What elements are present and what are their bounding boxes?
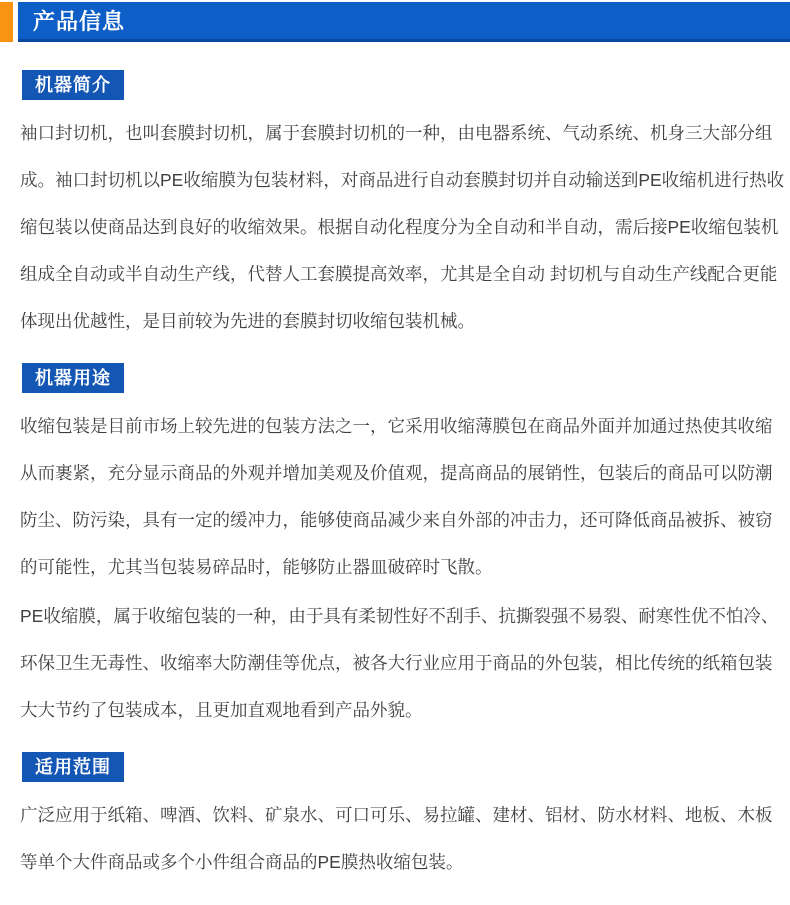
page-title: 产品信息 [33,9,126,34]
paragraph-pe-film [20,593,779,734]
paragraph-shrink-packaging [20,403,773,591]
paragraph-line: 成。袖口封切机以PE收缩膜为包装材料，对商品进行自动套膜封切并自动输送到PE收缩机进行热收 [20,170,785,190]
section-badge-machine-intro: 机器简介 [22,70,124,100]
paragraph-line: PE收缩膜，属于收缩包装的一种，由于具有柔韧性好不刮手、抗撕裂强不易裂、耐寒性优不怕冷、 [20,606,779,626]
paragraph-line: 等单个大件商品或多个小件组合商品的PE膜热收缩包装。 [20,852,464,872]
section-badge-machine-use: 机器用途 [22,363,124,393]
paragraph-line: 体现出优越性，是目前较为先进的套膜封切收缩包装机械。 [20,311,475,331]
paragraph-line: 环保卫生无毒性、收缩率大防潮佳等优点，被各大行业应用于商品的外包装，相比传统的纸箱包装 [20,653,773,673]
header-accent-bar [0,2,13,42]
product-info-content [0,42,790,886]
paragraph-line: 组成全自动或半自动生产线，代替人工套膜提高效率，尤其是全自动 封切机与自动生产线配合更能 [20,264,778,284]
paragraph-line: 的可能性，尤其当包装易碎品时，能够防止器皿破碎时飞散。 [20,557,493,577]
paragraph-line: 缩包装以使商品达到良好的收缩效果。根据自动化程度分为全自动和半自动，需后接PE收缩包装机 [20,217,779,237]
paragraph-line: 从而裹紧，充分显示商品的外观并增加美观及价值观，提高商品的展销性，包装后的商品可以防潮 [20,463,773,483]
paragraph-line: 袖口封切机，也叫套膜封切机，属于套膜封切机的一种，由电器系统、气动系统、机身三大部分组 [20,123,773,143]
paragraph-line: 防尘、防污染，具有一定的缓冲力，能够使商品减少来自外部的冲击力，还可降低商品被拆、被窃 [20,510,773,530]
paragraph-application-scope [20,792,773,886]
paragraph-line: 大大节约了包装成本，且更加直观地看到产品外貌。 [20,700,423,720]
paragraph-line: 收缩包装是目前市场上较先进的包装方法之一，它采用收缩薄膜包在商品外面并加通过热使其收缩 [20,416,773,436]
header-title-bar [18,2,790,42]
paragraph-machine-intro [20,110,785,345]
section-badge-application-scope: 适用范围 [22,752,124,782]
page-header [0,2,790,42]
paragraph-line: 广泛应用于纸箱、啤酒、饮料、矿泉水、可口可乐、易拉罐、建材、铝材、防水材料、地板、木板 [20,805,773,825]
